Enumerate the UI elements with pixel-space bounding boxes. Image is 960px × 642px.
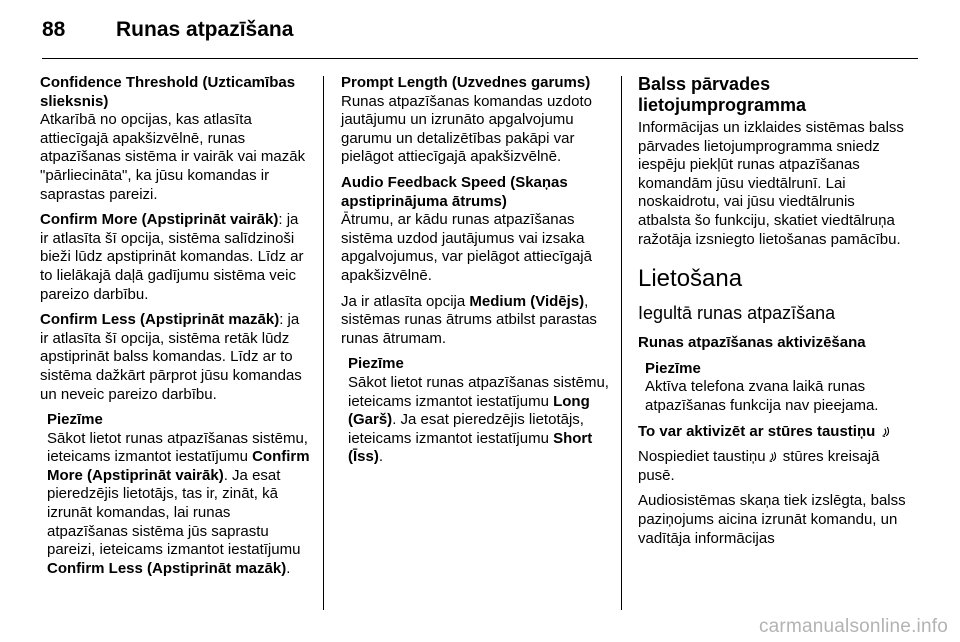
text: . Ja esat pieredzējis lietotājs, tas ir, zināt, kā izrunāt komandas, lai runas atpazīšanas sistēma jūs saprastu pareizi, ieteicams izmantot iestatījumu (47, 466, 301, 559)
text: Ātrumu, ar kādu runas atpazīšanas sistēma uzdod jautājumus vai izsaka apgalvojumus, var pielāgot attiecīgajā apakšizvēlnē. (341, 211, 592, 284)
note-box (645, 360, 910, 416)
term-confirm-more: Confirm More (Apstiprināt vairāk) (40, 211, 279, 229)
column-divider-2 (621, 76, 622, 610)
paragraph-audio-muted: Audiosistēmas skaņa tiek izslēgta, balss paziņojums aicina izrunāt komandu, un vadītāja informācijas (638, 492, 906, 547)
subsection-heading-embedded: Iegultā runas atpazīšana (638, 303, 836, 324)
text: Runas atpazīšanas komandas uzdoto jautājumu un izrunāto apgalvojumu garumu un detalizētības pakāpi var pielāgot attiecīgajā apakšizvēlnē. (341, 92, 592, 166)
section-heading-usage: Lietošana (638, 265, 743, 293)
page-number: 88 (42, 18, 66, 41)
paragraph-audio-feedback-speed (341, 174, 609, 286)
term-audio-feedback-speed: Audio Feedback Speed (Skaņas apstiprinājuma ātrums) (341, 173, 568, 210)
note-title: Piezīme (348, 355, 404, 373)
note-title: Piezīme (47, 411, 103, 429)
paragraph-medium (341, 293, 609, 349)
paragraph-confirm-less (40, 311, 310, 404)
note-box (47, 411, 310, 578)
voice-button-icon (769, 451, 779, 462)
note-body: Aktīva telefona zvana laikā runas atpazīšanas funkcija nav pieejama. (645, 378, 879, 414)
term-long: Long (Garš) (348, 392, 590, 429)
voice-button-icon (882, 426, 892, 437)
paragraph-confirm-more (40, 211, 310, 304)
text: . Ja esat pieredzējis lietotājs, ieteicams izmantot iestatījumu (348, 411, 584, 447)
column-divider-1 (323, 76, 324, 610)
paragraph-voice-app: Informācijas un izklaides sistēmas balss pārvades lietojumprogramma sniedz iespēju piekļūt runas atpazīšanas komandām jūsu viedtālrunī. Lai noskaidrotu, vai jūsu viedtālrunis atbalsta šo funkciju, skatiet viedtālruņa ražotāja izsniegto lietošanas pamācību. (638, 119, 904, 248)
chapter-title: Runas atpazīšana (116, 18, 294, 41)
term: Confirm Less (Apstiprināt mazāk) (47, 559, 287, 577)
column-3 (638, 74, 910, 555)
subheading-activation: Runas atpazīšanas aktivizēšana (638, 334, 866, 352)
text: To var aktivizēt ar stūres taustiņu (638, 422, 876, 440)
text: Sākot lietot runas atpazīšanas sistēmu, ieteicams izmantot iestatījumu (47, 429, 308, 466)
text: Ja ir atlasīta opcija (341, 292, 470, 310)
text: : ja ir atlasīta šī opcija, sistēma retāk lūdz apstiprināt balss komandas. Līdz ar to sistēma dažkārt pārprot jūsu komandas un neveic pareizo darbību. (40, 311, 302, 403)
column-1 (40, 74, 310, 585)
term: Confirm More (Apstiprināt vairāk) (47, 448, 310, 484)
text: Sākot lietot runas atpazīšanas sistēmu, ieteicams izmantot iestatījumu (348, 373, 609, 410)
note-body (47, 430, 310, 579)
header-divider (42, 58, 918, 59)
text: Atkarībā no opcijas, kas atlasīta attiecīgajā apakšizvēlnē, runas atpazīšanas sistēma ir vairāk vai mazāk "pārliecināta", ka jūsu komandas ir saprastas pareizi. (40, 111, 306, 203)
term-confidence-threshold: Confidence Threshold (Uzticamības slieksnis) (40, 74, 296, 110)
paragraph-prompt-length (341, 74, 609, 167)
text: stūres kreisajā pusē. (638, 448, 880, 484)
text: Nospiediet taustiņu (638, 448, 766, 466)
term-prompt-length: Prompt Length (Uzvednes garums) (341, 74, 591, 91)
column-2 (341, 74, 609, 474)
term-short: Short (Īss) (348, 429, 593, 466)
watermark: carmanualsonline.info (758, 616, 948, 637)
term-medium: Medium (Vidējs) (469, 292, 585, 310)
text: . (286, 559, 291, 577)
text: : ja ir atlasīta šī opcija, sistēma salīdzinoši bieži lūdz apstiprināt komandas. Līdz ar to lielākajā daļā gadījumu sistēma veic pareizo darbību. (40, 211, 304, 303)
paragraph-confidence-threshold (40, 74, 310, 204)
page-header (42, 18, 293, 48)
text: . (378, 448, 384, 466)
paragraph-press-button (638, 448, 910, 485)
note-body (348, 374, 609, 467)
term-confirm-less: Confirm Less (Apstiprināt mazāk) (40, 311, 280, 329)
note-title: Piezīme (645, 359, 701, 377)
subheading-steering-button (638, 423, 910, 442)
note-box (348, 355, 609, 467)
section-heading-voice-app: Balss pārvades lietojumprogramma (638, 74, 807, 115)
text: , sistēmas runas ātrums atbilst parastas runas ātrumam. (341, 292, 597, 347)
